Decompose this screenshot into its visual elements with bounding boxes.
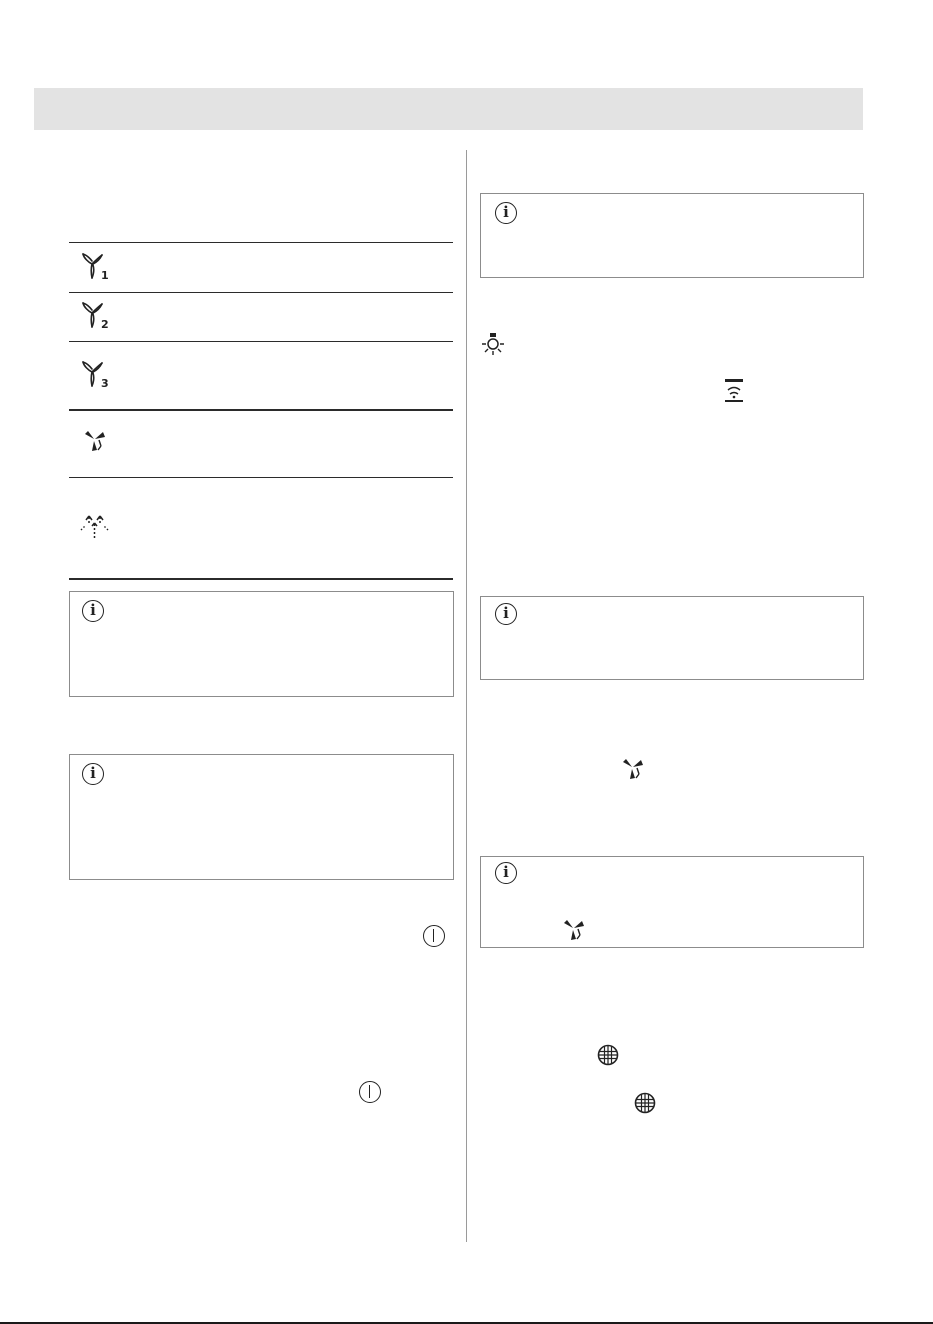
info-note [480, 856, 864, 948]
fan-speed-3-digit: 3 [101, 377, 109, 389]
column-divider [466, 150, 467, 1242]
info-note [480, 596, 864, 680]
info-icon: i [82, 763, 104, 785]
info-note [480, 193, 864, 278]
fan-speed-3-icon [80, 361, 112, 389]
power-icon [359, 1081, 381, 1103]
table-rule [69, 242, 453, 243]
hob-connection-icon [723, 378, 745, 404]
info-icon: i [82, 600, 104, 622]
table-rule [69, 578, 453, 580]
info-icon: i [495, 202, 517, 224]
section-header-bar [34, 88, 863, 130]
light-icon [481, 332, 505, 356]
table-rule [69, 341, 453, 342]
fan-speed-2-icon [80, 302, 112, 330]
grease-filter-icon [597, 1044, 619, 1066]
fan-speed-1-icon [80, 253, 112, 281]
power-icon [423, 925, 445, 947]
info-note [69, 754, 454, 880]
fan-boost-icon [561, 917, 587, 943]
info-note [69, 591, 454, 697]
info-icon: i [495, 862, 517, 884]
fan-boost-icon [620, 756, 646, 782]
table-rule [69, 292, 453, 293]
grease-filter-icon [634, 1092, 656, 1114]
info-icon: i [495, 603, 517, 625]
table-rule [69, 409, 453, 411]
fan-boost-icon [82, 428, 108, 454]
extraction-icon [80, 512, 110, 540]
table-rule [69, 477, 453, 478]
fan-speed-2-digit: 2 [101, 318, 109, 330]
fan-speed-1-digit: 1 [101, 269, 109, 281]
